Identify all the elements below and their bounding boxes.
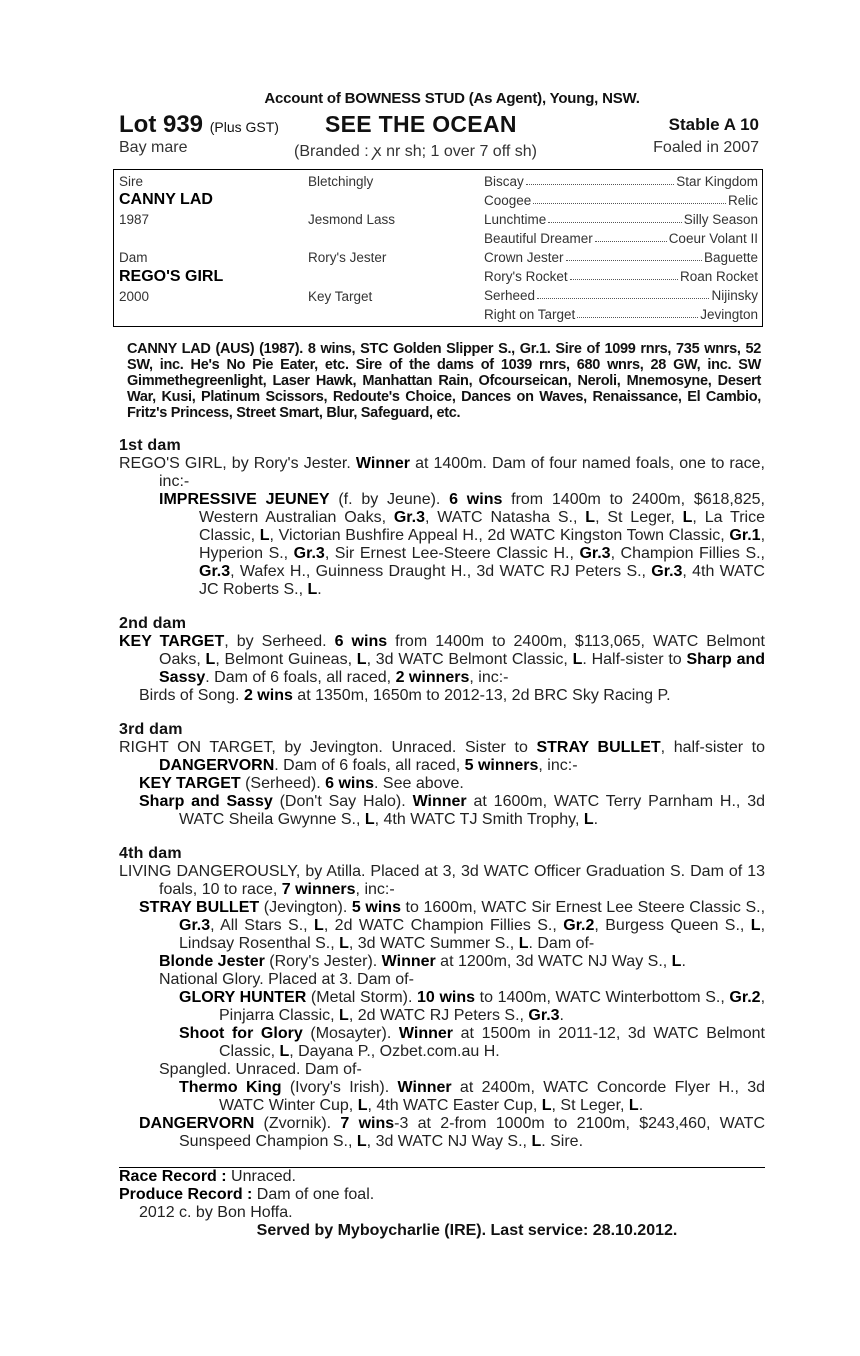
g3-left: Beautiful Dreamer (484, 231, 593, 246)
pedigree-paragraph: DANGERVORN (Zvornik). 7 wins-3 at 2-from 1000m to 2100m, $243,460, WATC Sunspeed Champion S., L, 3d WATC NJ Way S., L. Sire. (139, 1115, 766, 1150)
g3-right: Relic (727, 193, 758, 208)
pedigree-paragraph: REGO'S GIRL, by Rory's Jester. Winner at 1400m. Dam of four named foals, one to race, inc:- (119, 455, 765, 490)
g3-left: Lunchtime (484, 212, 547, 227)
pedigree-paragraph: Birds of Song. 2 wins at 1350m, 1650m to 2012-13, 2d BRC Sky Racing P. (139, 687, 671, 704)
pedigree-g3-row (484, 212, 758, 227)
produce-record-value: Dam of one foal. (252, 1186, 375, 1203)
g3-left: Coogee (484, 193, 532, 208)
sire-sire: Bletchingly (308, 174, 374, 189)
service-note: Served by Myboycharlie (IRE). Last service: 28.10.2012. (256, 1222, 678, 1239)
pedigree-paragraph: KEY TARGET, by Serheed. 6 wins from 1400m to 2400m, $113,065, WATC Belmont Oaks, L, Belmont Guineas, L, 3d WATC Belmont Classic, L. Half-sister to Sharp and Sassy. Dam of 6 foals, all raced, 2 winners, inc:- (119, 633, 766, 686)
g3-right: Coeur Volant II (668, 231, 758, 246)
description-line (119, 139, 765, 161)
pedigree-g3-row (484, 307, 758, 322)
g3-right: Jevington (700, 307, 758, 322)
lot-number (119, 111, 279, 139)
pedigree-paragraph: KEY TARGET (Serheed). 6 wins. See above. (139, 775, 464, 792)
produce-record-label: Produce Record : (119, 1186, 253, 1203)
horse-name: SEE THE OCEAN (325, 111, 517, 137)
g3-left: Crown Jester (484, 250, 564, 265)
horse-sex: Bay mare (119, 139, 188, 156)
g3-right: Star Kingdom (676, 174, 758, 189)
dam-year: 2000 (119, 289, 150, 304)
sire-dam: Jesmond Lass (308, 212, 396, 227)
lot-line (119, 111, 765, 139)
section-title: 1st dam (119, 437, 181, 454)
lot-label: Lot 939 (119, 111, 204, 138)
dam-dam: Key Target (308, 289, 373, 304)
sire-label: Sire (119, 174, 144, 189)
sire-name: CANNY LAD (119, 191, 213, 208)
pedigree-g3-row (484, 193, 758, 208)
g3-right: Silly Season (683, 212, 758, 227)
pedigree-paragraph: Thermo King (Ivory's Irish). Winner at 2400m, WATC Concorde Flyer H., 3d WATC Winter Cup, L, 4th WATC Easter Cup, L, St Leger, L. (179, 1079, 765, 1114)
g3-left: Rory's Rocket (484, 269, 568, 284)
pedigree-g3-row (484, 288, 758, 303)
pedigree-g3-row (484, 231, 758, 246)
pedigree-paragraph: GLORY HUNTER (Metal Storm). 10 wins to 1400m, WATC Winterbottom S., Gr.2, Pinjarra Classic, L, 2d WATC RJ Peters S., Gr.3. (179, 989, 766, 1024)
sire-year: 1987 (119, 212, 150, 227)
pedigree-paragraph: STRAY BULLET (Jevington). 5 wins to 1600m, WATC Sir Ernest Lee Steere Classic S., Gr.3, All Stars S., L, 2d WATC Champion Fillies S., Gr.2, Burgess Queen S., L, Lindsay Rosenthal S., L, 3d WATC Summer S., L. Dam of- (139, 899, 766, 952)
plus-gst-label: (Plus GST) (209, 119, 279, 135)
pedigree-paragraph: Spangled. Unraced. Dam of- (159, 1061, 362, 1078)
race-record-value: Unraced. (226, 1168, 296, 1185)
g3-left: Serheed (484, 288, 536, 303)
dam-label: Dam (119, 250, 148, 265)
pedigree-paragraph: LIVING DANGEROUSLY, by Atilla. Placed at 3, 3d WATC Officer Graduation S. Dam of 13 foals, 10 to race, 7 winners, inc:- (119, 863, 765, 898)
g3-left: Right on Target (484, 307, 576, 322)
foaled-year: Foaled in 2007 (653, 139, 759, 156)
pedigree-paragraph: Sharp and Sassy (Don't Say Halo). Winner at 1600m, WATC Terry Parnham H., 3d WATC Sheila Gwynne S., L, 4th WATC TJ Smith Trophy, L. (139, 793, 766, 828)
section-title: 4th dam (119, 845, 182, 862)
race-record (119, 1168, 765, 1186)
produce-record (119, 1186, 765, 1204)
pedigree-paragraph: RIGHT ON TARGET, by Jevington. Unraced. Sister to STRAY BULLET, half-sister to DANGERVORN. Dam of 6 foals, all raced, 5 winners, inc:- (119, 739, 766, 774)
pedigree-paragraph: Shoot for Glory (Mosayter). Winner at 1500m in 2011-12, 3d WATC Belmont Classic, L, Dayana P., Ozbet.com.au H. (179, 1025, 766, 1060)
g3-right: Nijinsky (711, 288, 758, 303)
pedigree-g3-row (484, 269, 758, 284)
foal-entry: 2012 c. by Bon Hoffa. (139, 1204, 293, 1221)
g3-right: Baguette (703, 250, 758, 265)
pedigree-paragraph: IMPRESSIVE JEUNEY (f. by Jeune). 6 wins from 1400m to 2400m, $618,825, Western Australian Oaks, Gr.3, WATC Natasha S., L, St Leger, L, La Trice Classic, L, Victorian Bushfire Appeal H., 2d WATC Kingston Town Classic, Gr.1, Hyperion S., Gr.3, Sir Ernest Lee-Steere Classic H., Gr.3, Champion Fillies S., Gr.3, Wafex H., Guinness Draught H., 3d WATC RJ Peters S., Gr.3, 4th WATC JC Roberts S., L. (159, 491, 766, 598)
dam-sire: Rory's Jester (308, 250, 387, 265)
pedigree-paragraph: National Glory. Placed at 3. Dam of- (159, 971, 414, 988)
brand-text: (Branded : ꭗ nr sh; 1 over 7 off sh) (294, 143, 537, 160)
stable-number: Stable A 10 (668, 115, 759, 134)
catalogue-page (119, 90, 765, 1240)
race-record-label: Race Record : (119, 1168, 227, 1185)
g3-right: Roan Rocket (679, 269, 758, 284)
sire-description: CANNY LAD (AUS) (1987). 8 wins, STC Golden Slipper S., Gr.1. Sire of 1099 rnrs, 735 wnrs, 52 SW, inc. He's No Pie Eater, etc. Sire of the dams of 1039 rnrs, 680 wnrs, 28 GW, inc. SW Gimmethegreenlight, Laser Hawk, Manhattan Rain, Ofcourseican, Neroli, Mnemosyne, Desert War, Kusi, Platinum Scissors, Redoute's Choice, Dances on Waves, Renaissance, El Cambio, Fritz's Princess, Street Smart, Blur, Safeguard, etc. (127, 341, 761, 421)
section-title: 2nd dam (119, 615, 187, 632)
pedigree-g3-row (484, 174, 758, 189)
pedigree-paragraph: Blonde Jester (Rory's Jester). Winner at 1200m, 3d WATC NJ Way S., L. (159, 953, 686, 970)
g3-left: Biscay (484, 174, 524, 189)
dam-sections (119, 437, 765, 1151)
pedigree-table (113, 169, 763, 327)
section-title: 3rd dam (119, 721, 183, 738)
vendor-account: Account of BOWNESS STUD (As Agent), Young, NSW. (264, 90, 640, 107)
pedigree-g3-row (484, 250, 758, 265)
dam-name: REGO'S GIRL (119, 268, 224, 285)
